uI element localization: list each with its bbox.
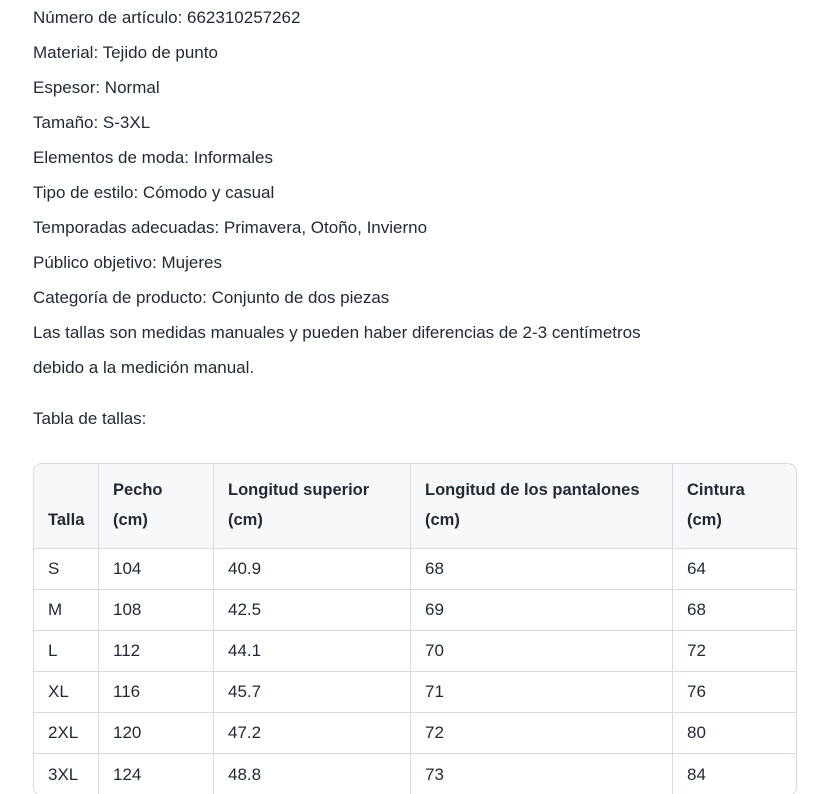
product-attribute-line: Tipo de estilo: Cómodo y casual: [33, 183, 275, 202]
cell-longitud-superior: 42.5: [214, 590, 411, 631]
cell-talla: M: [34, 590, 99, 631]
cell-longitud-pantalones: 69: [411, 590, 673, 631]
cell-cintura: 64: [673, 549, 796, 590]
cell-pecho: 116: [99, 672, 214, 713]
cell-longitud-superior: 47.2: [214, 713, 411, 754]
column-header-talla: Talla: [34, 464, 99, 549]
cell-longitud-pantalones: 68: [411, 549, 673, 590]
cell-talla: L: [34, 631, 99, 672]
product-attribute-line: Número de artículo: 662310257262: [33, 8, 301, 27]
cell-cintura: 76: [673, 672, 796, 713]
size-row-xl: [34, 672, 796, 713]
size-row-2xl: [34, 713, 796, 754]
cell-longitud-superior: 44.1: [214, 631, 411, 672]
cell-pecho: 120: [99, 713, 214, 754]
column-header-longitud-pantalones: Longitud de los pantalones (cm): [411, 464, 673, 549]
cell-pecho: 124: [99, 754, 214, 794]
size-chart-header-row: [34, 464, 796, 549]
cell-cintura: 84: [673, 754, 796, 794]
cell-talla: 2XL: [34, 713, 99, 754]
cell-longitud-pantalones: 72: [411, 713, 673, 754]
column-header-longitud-superior: Longitud superior (cm): [214, 464, 411, 549]
size-table-title: Tabla de tallas:: [33, 409, 147, 428]
cell-pecho: 104: [99, 549, 214, 590]
sizing-disclaimer-line: Las tallas son medidas manuales y pueden haber diferencias de 2-3 centímetros: [33, 323, 641, 342]
product-attribute-line: Temporadas adecuadas: Primavera, Otoño, Invierno: [33, 218, 428, 237]
product-attribute-line: Material: Tejido de punto: [33, 43, 218, 62]
cell-longitud-pantalones: 71: [411, 672, 673, 713]
product-attribute-line: Público objetivo: Mujeres: [33, 253, 222, 272]
cell-longitud-pantalones: 73: [411, 754, 673, 794]
sizing-disclaimer: [33, 315, 795, 385]
cell-cintura: 68: [673, 590, 796, 631]
product-attribute-line: Espesor: Normal: [33, 78, 160, 97]
cell-pecho: 108: [99, 590, 214, 631]
cell-talla: S: [34, 549, 99, 590]
cell-talla: 3XL: [34, 754, 99, 794]
column-header-pecho: Pecho (cm): [99, 464, 214, 549]
product-attribute-line: Elementos de moda: Informales: [33, 148, 274, 167]
sizing-disclaimer-line: debido a la medición manual.: [33, 358, 255, 377]
product-attribute-line: Categoría de producto: Conjunto de dos piezas: [33, 288, 390, 307]
cell-cintura: 72: [673, 631, 796, 672]
size-row-l: [34, 631, 796, 672]
product-attributes: [33, 0, 795, 315]
cell-longitud-superior: 48.8: [214, 754, 411, 794]
cell-longitud-superior: 40.9: [214, 549, 411, 590]
size-row-s: [34, 549, 796, 590]
cell-talla: XL: [34, 672, 99, 713]
size-row-m: [34, 590, 796, 631]
cell-longitud-pantalones: 70: [411, 631, 673, 672]
cell-cintura: 80: [673, 713, 796, 754]
column-header-cintura: Cintura (cm): [673, 464, 796, 549]
cell-longitud-superior: 45.7: [214, 672, 411, 713]
product-attribute-line: Tamaño: S-3XL: [33, 113, 151, 132]
size-row-3xl: [34, 754, 796, 794]
cell-pecho: 112: [99, 631, 214, 672]
size-chart-table: [33, 463, 797, 794]
